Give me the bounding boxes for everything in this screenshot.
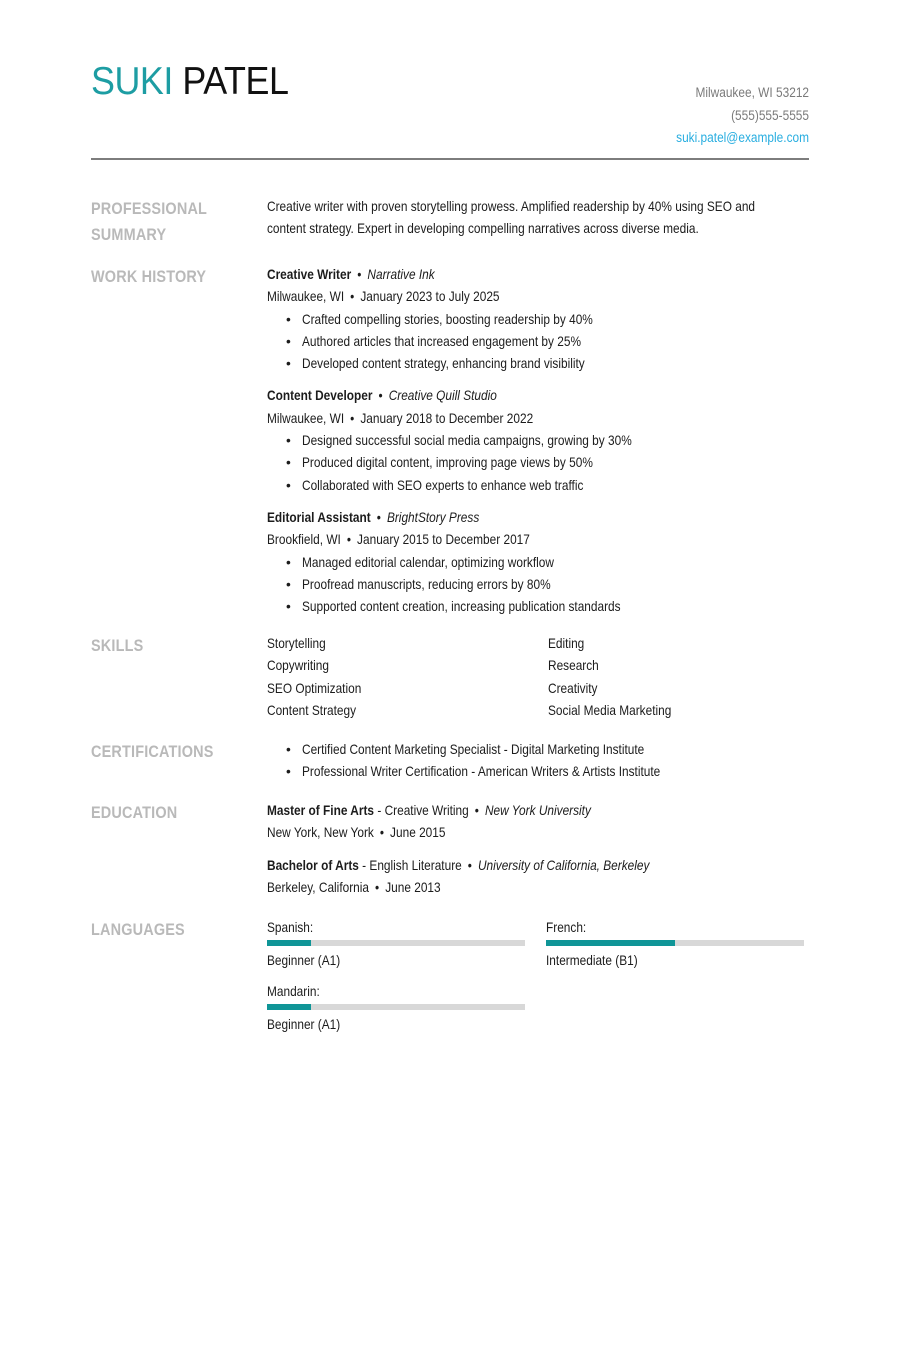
bullet-text: • Designed successful social media campaigns, growing by 30% (302, 433, 632, 449)
job-dates: January 2018 to December 2022 (360, 410, 534, 426)
bullet-text: • Managed editorial calendar, optimizing workflow (302, 554, 554, 570)
phone: (555)555-5555 (731, 107, 809, 123)
bullet-item (286, 430, 812, 452)
certification-text: • Certified Content Marketing Specialist - Digital Marketing Institute (302, 742, 645, 757)
skill-item: Social Media Marketing (548, 702, 672, 718)
bullet-item (286, 309, 812, 331)
job-location: Brookfield, WI (267, 532, 341, 548)
first-name: SUKI (91, 60, 173, 103)
language-level: Intermediate (B1) (546, 953, 638, 969)
work-entries (267, 264, 812, 628)
section-label: WORK HISTORY (91, 267, 207, 286)
job-heading (267, 385, 736, 407)
separator-dot: • (375, 879, 380, 895)
job-bullets (267, 552, 812, 619)
bullet-text: • Collaborated with SEO experts to enhance web traffic (302, 477, 584, 493)
email-link[interactable]: suki.patel@example.com (676, 130, 809, 145)
proficiency-bar (546, 940, 804, 946)
proficiency-fill (546, 940, 675, 946)
address: Milwaukee, WI 53212 (695, 85, 809, 100)
school-location: New York, New York (267, 825, 374, 841)
language-name: French: (546, 920, 587, 935)
summary-line: content strategy. Expert in developing compelling narratives across diverse media. (267, 221, 699, 237)
job-title: Content Developer (267, 388, 373, 404)
certification-text: • Professional Writer Certification - American Writers & Artists Institute (302, 764, 661, 780)
last-name: PATEL (182, 60, 289, 103)
degree-field: - Creative Writing (374, 803, 469, 818)
certification-item (286, 739, 812, 761)
separator-dot: • (379, 825, 385, 841)
job-dates: January 2023 to July 2025 (360, 289, 500, 305)
job-entry (267, 507, 812, 618)
job-bullets (267, 430, 812, 497)
skill-item: Content Strategy (267, 702, 357, 718)
skill-item: Research (548, 658, 599, 674)
skill-item: Creativity (548, 680, 598, 696)
certification-item (286, 761, 812, 783)
education-meta (267, 877, 736, 899)
job-heading (267, 507, 736, 529)
languages-grid (267, 917, 812, 1037)
separator-dot: • (378, 388, 383, 404)
graduation-date: June 2015 (390, 825, 446, 841)
degree-name: Bachelor of Arts (267, 857, 359, 873)
separator-dot: • (350, 289, 355, 305)
job-title: Editorial Assistant (267, 509, 371, 525)
job-heading (267, 264, 736, 286)
company-name: BrightStory Press (386, 509, 480, 525)
school-name: University of California, Berkeley (477, 857, 650, 873)
bullet-item (286, 353, 812, 375)
job-entry (267, 385, 812, 496)
job-entry (267, 264, 812, 375)
bullet-item (286, 331, 812, 353)
skill-item: Storytelling (267, 636, 326, 651)
proficiency-bar (267, 940, 525, 946)
school-name: New York University (484, 803, 591, 818)
degree-field: - English Literature (358, 857, 462, 873)
candidate-name (91, 62, 752, 101)
job-meta (267, 408, 736, 430)
proficiency-fill (267, 1004, 311, 1010)
degree-name: Master of Fine Arts (267, 803, 375, 818)
job-location: Milwaukee, WI (267, 410, 345, 426)
label-line: PROFESSIONAL (91, 199, 208, 218)
job-location: Milwaukee, WI (267, 289, 345, 305)
bullet-text: • Developed content strategy, enhancing brand visibility (302, 356, 585, 372)
header-divider (91, 158, 809, 160)
proficiency-bar (267, 1004, 525, 1010)
bullet-text: • Authored articles that increased engagement by 25% (302, 333, 582, 349)
language-name: Spanish: (267, 920, 314, 935)
separator-dot: • (467, 857, 472, 873)
resume-header (91, 60, 809, 145)
section-label: SKILLS (91, 636, 144, 655)
separator-dot: • (474, 803, 479, 818)
language-level: Beginner (A1) (267, 1017, 341, 1033)
section-label: EDUCATION (91, 803, 178, 822)
separator-dot: • (376, 509, 381, 525)
job-meta (267, 286, 736, 308)
language-item (267, 981, 525, 1037)
company-name: Creative Quill Studio (388, 388, 497, 404)
language-item (546, 917, 804, 973)
bullet-item (286, 596, 812, 618)
summary-line: Creative writer with proven storytelling prowess. Amplified readership by 40% using SEO and (267, 199, 756, 214)
skill-item: Editing (548, 636, 585, 651)
skills-grid (267, 633, 812, 722)
language-item (267, 917, 525, 973)
separator-dot: • (346, 532, 352, 548)
skill-item: Copywriting (267, 658, 329, 674)
bullet-item (286, 552, 812, 574)
bullet-item (286, 475, 812, 497)
skill-item: SEO Optimization (267, 680, 362, 696)
label-line: SUMMARY (91, 225, 167, 244)
job-meta (267, 529, 736, 551)
job-title: Creative Writer (267, 267, 352, 282)
separator-dot: • (350, 410, 355, 426)
job-dates: January 2015 to December 2017 (357, 532, 530, 548)
bullet-item (286, 574, 812, 596)
degree-heading (267, 800, 736, 822)
job-bullets (267, 309, 812, 376)
separator-dot: • (357, 267, 362, 282)
section-label: LANGUAGES (91, 920, 185, 939)
bullet-text: • Supported content creation, increasing publication standards (302, 599, 621, 615)
certifications-list (267, 739, 812, 784)
contact-info (676, 82, 809, 150)
summary-text (267, 196, 812, 241)
bullet-item (286, 452, 812, 474)
bullet-text: • Produced digital content, improving page views by 50% (302, 455, 593, 471)
education-entries (267, 800, 812, 909)
language-name: Mandarin: (267, 984, 320, 999)
education-meta (267, 822, 736, 844)
bullet-text: • Crafted compelling stories, boosting readership by 40% (302, 311, 593, 327)
company-name: Narrative Ink (367, 267, 435, 282)
graduation-date: June 2013 (385, 879, 441, 895)
bullet-text: • Proofread manuscripts, reducing errors by 80% (302, 576, 551, 592)
proficiency-fill (267, 940, 311, 946)
certification-bullets (267, 739, 812, 784)
language-level: Beginner (A1) (267, 953, 341, 969)
education-entry (267, 800, 812, 845)
degree-heading (267, 855, 736, 877)
section-languages (91, 917, 811, 1037)
section-label (91, 196, 227, 248)
school-location: Berkeley, California (267, 879, 370, 895)
education-entry (267, 855, 812, 900)
section-label: CERTIFICATIONS (91, 742, 214, 761)
